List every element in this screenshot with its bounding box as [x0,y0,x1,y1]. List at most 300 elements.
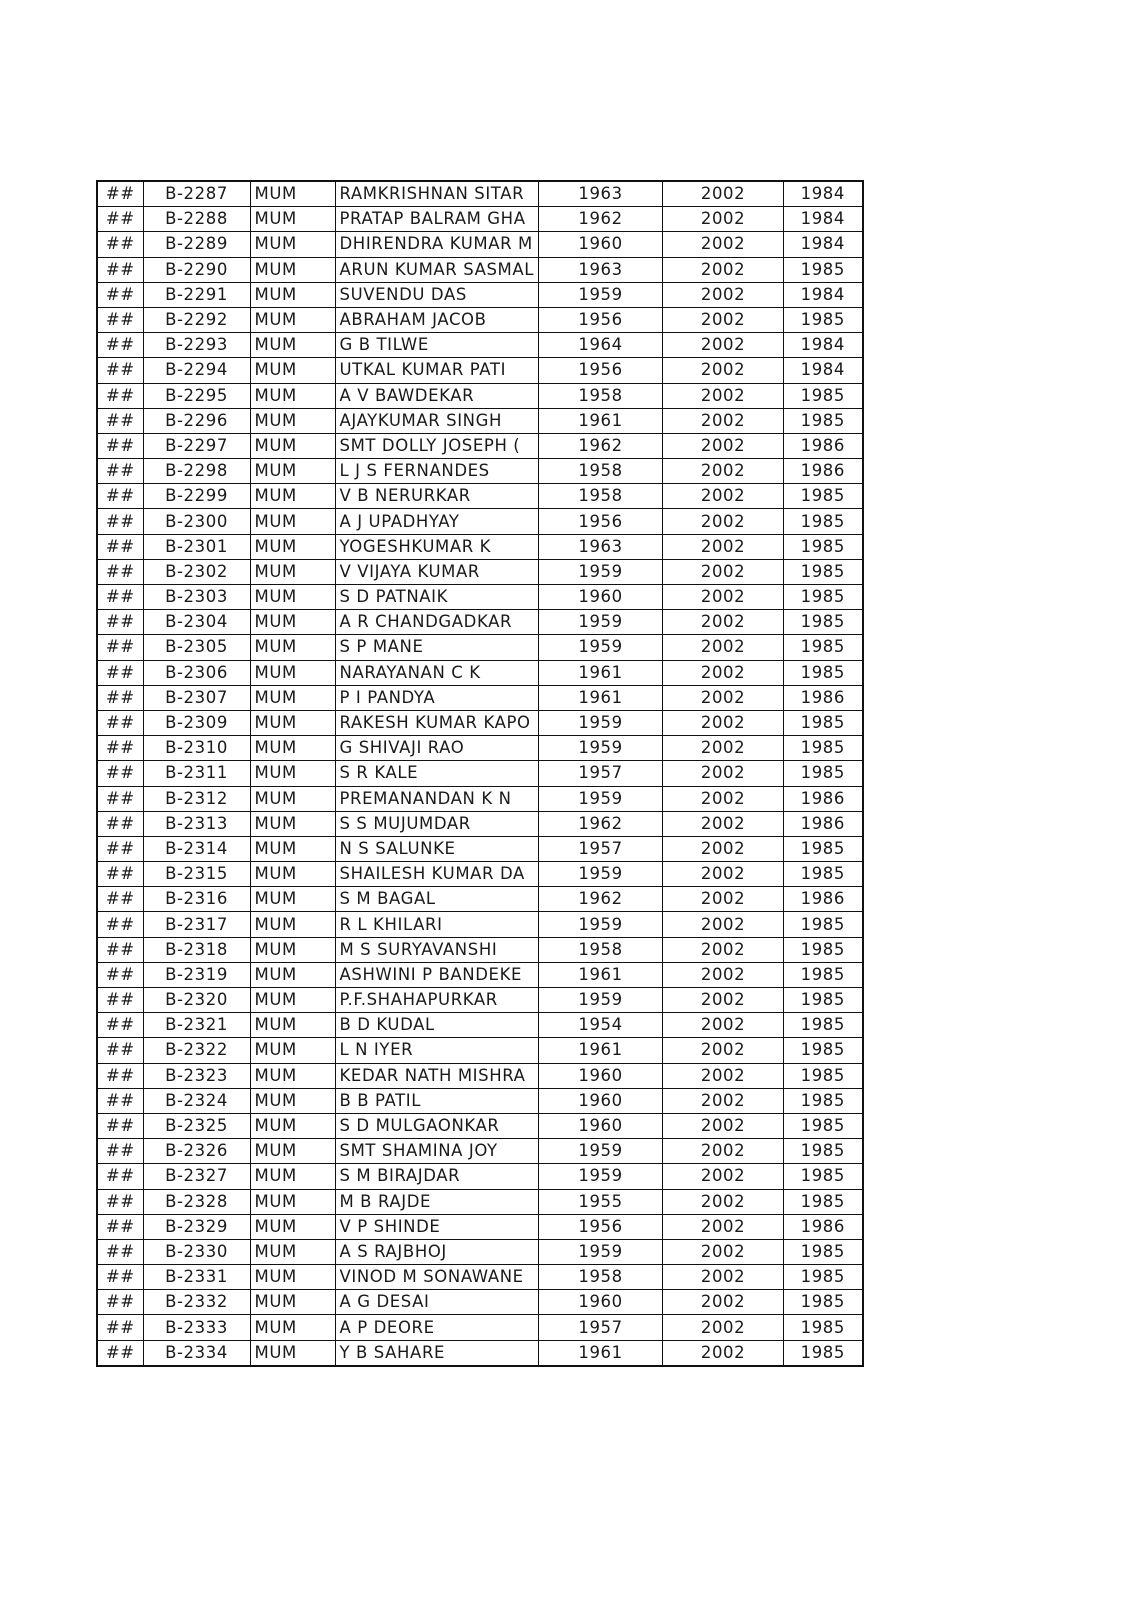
code-cell: B-2314 [143,836,250,861]
serial-cell: ## [97,282,143,307]
name-cell: SMT SHAMINA JOY [335,1139,539,1164]
join-year-cell: 1984 [784,181,863,207]
code-cell: B-2325 [143,1113,250,1138]
join-year-cell: 1984 [784,207,863,232]
name-cell: M B RAJDE [335,1189,539,1214]
join-year-cell: 1985 [784,585,863,610]
city-cell: MUM [250,333,335,358]
join-year-cell: 1985 [784,736,863,761]
join-year-cell: 1985 [784,912,863,937]
city-cell: MUM [250,811,335,836]
city-cell: MUM [250,912,335,937]
city-cell: MUM [250,610,335,635]
city-cell: MUM [250,937,335,962]
serial-cell: ## [97,559,143,584]
birth-year-cell: 1961 [539,1038,663,1063]
code-cell: B-2323 [143,1063,250,1088]
join-year-cell: 1985 [784,1088,863,1113]
birth-year-cell: 1962 [539,433,663,458]
birth-year-cell: 1957 [539,761,663,786]
year-cell: 2002 [663,1013,784,1038]
join-year-cell: 1985 [784,509,863,534]
table-row [97,585,863,610]
name-cell: PRATAP BALRAM GHA [335,207,539,232]
table-row [97,383,863,408]
city-cell: MUM [250,962,335,987]
year-cell: 2002 [663,962,784,987]
year-cell: 2002 [663,1340,784,1366]
birth-year-cell: 1960 [539,1088,663,1113]
join-year-cell: 1986 [784,887,863,912]
city-cell: MUM [250,887,335,912]
birth-year-cell: 1954 [539,1013,663,1038]
year-cell: 2002 [663,912,784,937]
year-cell: 2002 [663,786,784,811]
serial-cell: ## [97,257,143,282]
table-row [97,761,863,786]
serial-cell: ## [97,484,143,509]
serial-cell: ## [97,685,143,710]
join-year-cell: 1985 [784,1189,863,1214]
join-year-cell: 1985 [784,559,863,584]
code-cell: B-2313 [143,811,250,836]
serial-cell: ## [97,1113,143,1138]
serial-cell: ## [97,207,143,232]
join-year-cell: 1985 [784,408,863,433]
name-cell: PREMANANDAN K N [335,786,539,811]
year-cell: 2002 [663,207,784,232]
code-cell: B-2294 [143,358,250,383]
join-year-cell: 1985 [784,836,863,861]
join-year-cell: 1985 [784,534,863,559]
table-row [97,1063,863,1088]
birth-year-cell: 1962 [539,887,663,912]
birth-year-cell: 1961 [539,685,663,710]
birth-year-cell: 1956 [539,358,663,383]
join-year-cell: 1986 [784,786,863,811]
code-cell: B-2321 [143,1013,250,1038]
table-row [97,736,863,761]
table-row [97,484,863,509]
birth-year-cell: 1958 [539,383,663,408]
birth-year-cell: 1959 [539,786,663,811]
join-year-cell: 1985 [784,937,863,962]
birth-year-cell: 1961 [539,660,663,685]
join-year-cell: 1986 [784,459,863,484]
code-cell: B-2297 [143,433,250,458]
serial-cell: ## [97,988,143,1013]
table-row [97,836,863,861]
serial-cell: ## [97,1315,143,1340]
year-cell: 2002 [663,710,784,735]
join-year-cell: 1984 [784,282,863,307]
city-cell: MUM [250,383,335,408]
name-cell: A P DEORE [335,1315,539,1340]
serial-cell: ## [97,1340,143,1366]
birth-year-cell: 1960 [539,1290,663,1315]
join-year-cell: 1985 [784,1265,863,1290]
year-cell: 2002 [663,660,784,685]
table-row [97,811,863,836]
serial-cell: ## [97,333,143,358]
year-cell: 2002 [663,1038,784,1063]
name-cell: G B TILWE [335,333,539,358]
join-year-cell: 1985 [784,761,863,786]
serial-cell: ## [97,1290,143,1315]
city-cell: MUM [250,1290,335,1315]
city-cell: MUM [250,1013,335,1038]
birth-year-cell: 1964 [539,333,663,358]
serial-cell: ## [97,383,143,408]
name-cell: V B NERURKAR [335,484,539,509]
serial-cell: ## [97,232,143,257]
birth-year-cell: 1959 [539,1139,663,1164]
table-row [97,509,863,534]
join-year-cell: 1984 [784,232,863,257]
table-row [97,559,863,584]
city-cell: MUM [250,509,335,534]
code-cell: B-2322 [143,1038,250,1063]
join-year-cell: 1986 [784,1214,863,1239]
join-year-cell: 1985 [784,484,863,509]
serial-cell: ## [97,887,143,912]
name-cell: YOGESHKUMAR K [335,534,539,559]
table-row [97,912,863,937]
join-year-cell: 1985 [784,988,863,1013]
city-cell: MUM [250,484,335,509]
table-row [97,459,863,484]
table-row [97,1088,863,1113]
year-cell: 2002 [663,358,784,383]
table-row [97,1013,863,1038]
serial-cell: ## [97,1189,143,1214]
name-cell: M S SURYAVANSHI [335,937,539,962]
serial-cell: ## [97,1063,143,1088]
birth-year-cell: 1959 [539,912,663,937]
serial-cell: ## [97,912,143,937]
name-cell: DHIRENDRA KUMAR M [335,232,539,257]
birth-year-cell: 1958 [539,484,663,509]
birth-year-cell: 1960 [539,1113,663,1138]
code-cell: B-2324 [143,1088,250,1113]
name-cell: A S RAJBHOJ [335,1239,539,1264]
birth-year-cell: 1957 [539,836,663,861]
year-cell: 2002 [663,1088,784,1113]
table-row [97,988,863,1013]
serial-cell: ## [97,1139,143,1164]
join-year-cell: 1986 [784,433,863,458]
name-cell: SUVENDU DAS [335,282,539,307]
table-row [97,282,863,307]
year-cell: 2002 [663,1164,784,1189]
code-cell: B-2319 [143,962,250,987]
birth-year-cell: 1958 [539,459,663,484]
name-cell: A J UPADHYAY [335,509,539,534]
code-cell: B-2289 [143,232,250,257]
code-cell: B-2332 [143,1290,250,1315]
city-cell: MUM [250,1113,335,1138]
join-year-cell: 1985 [784,635,863,660]
city-cell: MUM [250,710,335,735]
join-year-cell: 1985 [784,962,863,987]
join-year-cell: 1985 [784,1340,863,1366]
name-cell: RAMKRISHNAN SITAR [335,181,539,207]
city-cell: MUM [250,1340,335,1366]
year-cell: 2002 [663,736,784,761]
serial-cell: ## [97,1214,143,1239]
table-row [97,1340,863,1366]
table-row [97,1038,863,1063]
city-cell: MUM [250,1063,335,1088]
serial-cell: ## [97,1038,143,1063]
name-cell: SMT DOLLY JOSEPH ( [335,433,539,458]
table-row [97,358,863,383]
name-cell: R L KHILARI [335,912,539,937]
year-cell: 2002 [663,685,784,710]
join-year-cell: 1985 [784,1164,863,1189]
serial-cell: ## [97,509,143,534]
code-cell: B-2298 [143,459,250,484]
code-cell: B-2309 [143,710,250,735]
code-cell: B-2326 [143,1139,250,1164]
city-cell: MUM [250,408,335,433]
serial-cell: ## [97,408,143,433]
table-row [97,660,863,685]
year-cell: 2002 [663,1290,784,1315]
table-row [97,786,863,811]
city-cell: MUM [250,1265,335,1290]
name-cell: AJAYKUMAR SINGH [335,408,539,433]
name-cell: A V BAWDEKAR [335,383,539,408]
name-cell: V VIJAYA KUMAR [335,559,539,584]
birth-year-cell: 1958 [539,1265,663,1290]
serial-cell: ## [97,181,143,207]
code-cell: B-2331 [143,1265,250,1290]
code-cell: B-2316 [143,887,250,912]
name-cell: S R KALE [335,761,539,786]
year-cell: 2002 [663,509,784,534]
code-cell: B-2290 [143,257,250,282]
year-cell: 2002 [663,484,784,509]
year-cell: 2002 [663,282,784,307]
join-year-cell: 1984 [784,333,863,358]
table-row [97,1113,863,1138]
code-cell: B-2320 [143,988,250,1013]
join-year-cell: 1985 [784,1139,863,1164]
name-cell: S M BIRAJDAR [335,1164,539,1189]
join-year-cell: 1985 [784,1290,863,1315]
table-row [97,887,863,912]
city-cell: MUM [250,736,335,761]
birth-year-cell: 1962 [539,207,663,232]
year-cell: 2002 [663,1189,784,1214]
name-cell: KEDAR NATH MISHRA [335,1063,539,1088]
name-cell: RAKESH KUMAR KAPO [335,710,539,735]
name-cell: G SHIVAJI RAO [335,736,539,761]
name-cell: B D KUDAL [335,1013,539,1038]
year-cell: 2002 [663,635,784,660]
table-row [97,333,863,358]
table-body [97,181,863,1366]
name-cell: VINOD M SONAWANE [335,1265,539,1290]
birth-year-cell: 1956 [539,1214,663,1239]
data-table [96,180,864,1367]
table-row [97,181,863,207]
serial-cell: ## [97,610,143,635]
city-cell: MUM [250,559,335,584]
code-cell: B-2293 [143,333,250,358]
table-row [97,1139,863,1164]
table-row [97,962,863,987]
city-cell: MUM [250,862,335,887]
join-year-cell: 1985 [784,1063,863,1088]
table-row [97,1164,863,1189]
code-cell: B-2312 [143,786,250,811]
birth-year-cell: 1963 [539,181,663,207]
birth-year-cell: 1960 [539,585,663,610]
serial-cell: ## [97,635,143,660]
year-cell: 2002 [663,383,784,408]
serial-cell: ## [97,307,143,332]
serial-cell: ## [97,710,143,735]
city-cell: MUM [250,585,335,610]
name-cell: A G DESAI [335,1290,539,1315]
year-cell: 2002 [663,232,784,257]
birth-year-cell: 1959 [539,736,663,761]
year-cell: 2002 [663,937,784,962]
birth-year-cell: 1957 [539,1315,663,1340]
name-cell: A R CHANDGADKAR [335,610,539,635]
join-year-cell: 1985 [784,1315,863,1340]
serial-cell: ## [97,786,143,811]
city-cell: MUM [250,534,335,559]
code-cell: B-2315 [143,862,250,887]
code-cell: B-2327 [143,1164,250,1189]
name-cell: S P MANE [335,635,539,660]
year-cell: 2002 [663,534,784,559]
city-cell: MUM [250,232,335,257]
birth-year-cell: 1959 [539,610,663,635]
code-cell: B-2299 [143,484,250,509]
city-cell: MUM [250,1139,335,1164]
name-cell: P.F.SHAHAPURKAR [335,988,539,1013]
code-cell: B-2295 [143,383,250,408]
serial-cell: ## [97,433,143,458]
year-cell: 2002 [663,811,784,836]
city-cell: MUM [250,1164,335,1189]
city-cell: MUM [250,459,335,484]
city-cell: MUM [250,1239,335,1264]
birth-year-cell: 1956 [539,307,663,332]
serial-cell: ## [97,1164,143,1189]
year-cell: 2002 [663,610,784,635]
year-cell: 2002 [663,761,784,786]
table-row [97,257,863,282]
table-row [97,232,863,257]
birth-year-cell: 1963 [539,534,663,559]
code-cell: B-2287 [143,181,250,207]
city-cell: MUM [250,358,335,383]
code-cell: B-2296 [143,408,250,433]
table-row [97,307,863,332]
code-cell: B-2311 [143,761,250,786]
serial-cell: ## [97,1265,143,1290]
city-cell: MUM [250,207,335,232]
code-cell: B-2291 [143,282,250,307]
serial-cell: ## [97,660,143,685]
name-cell: ARUN KUMAR SASMAL [335,257,539,282]
table-row [97,610,863,635]
table-row [97,207,863,232]
city-cell: MUM [250,1214,335,1239]
birth-year-cell: 1956 [539,509,663,534]
join-year-cell: 1985 [784,710,863,735]
code-cell: B-2329 [143,1214,250,1239]
code-cell: B-2304 [143,610,250,635]
join-year-cell: 1985 [784,1038,863,1063]
join-year-cell: 1985 [784,660,863,685]
birth-year-cell: 1955 [539,1189,663,1214]
city-cell: MUM [250,988,335,1013]
serial-cell: ## [97,836,143,861]
name-cell: UTKAL KUMAR PATI [335,358,539,383]
serial-cell: ## [97,761,143,786]
year-cell: 2002 [663,181,784,207]
code-cell: B-2305 [143,635,250,660]
code-cell: B-2303 [143,585,250,610]
table-row [97,1265,863,1290]
year-cell: 2002 [663,836,784,861]
name-cell: V P SHINDE [335,1214,539,1239]
code-cell: B-2300 [143,509,250,534]
code-cell: B-2307 [143,685,250,710]
year-cell: 2002 [663,257,784,282]
join-year-cell: 1985 [784,383,863,408]
city-cell: MUM [250,660,335,685]
table-row [97,862,863,887]
birth-year-cell: 1961 [539,962,663,987]
year-cell: 2002 [663,459,784,484]
year-cell: 2002 [663,307,784,332]
name-cell: N S SALUNKE [335,836,539,861]
join-year-cell: 1985 [784,257,863,282]
join-year-cell: 1985 [784,307,863,332]
name-cell: Y B SAHARE [335,1340,539,1366]
name-cell: SHAILESH KUMAR DA [335,862,539,887]
join-year-cell: 1985 [784,610,863,635]
table-row [97,1315,863,1340]
table-row [97,937,863,962]
name-cell: ABRAHAM JACOB [335,307,539,332]
city-cell: MUM [250,307,335,332]
birth-year-cell: 1959 [539,710,663,735]
table-row [97,433,863,458]
code-cell: B-2330 [143,1239,250,1264]
serial-cell: ## [97,358,143,383]
serial-cell: ## [97,736,143,761]
name-cell: ASHWINI P BANDEKE [335,962,539,987]
join-year-cell: 1984 [784,358,863,383]
birth-year-cell: 1959 [539,1164,663,1189]
city-cell: MUM [250,1315,335,1340]
name-cell: S M BAGAL [335,887,539,912]
year-cell: 2002 [663,1214,784,1239]
city-cell: MUM [250,635,335,660]
year-cell: 2002 [663,887,784,912]
city-cell: MUM [250,685,335,710]
birth-year-cell: 1959 [539,282,663,307]
code-cell: B-2334 [143,1340,250,1366]
